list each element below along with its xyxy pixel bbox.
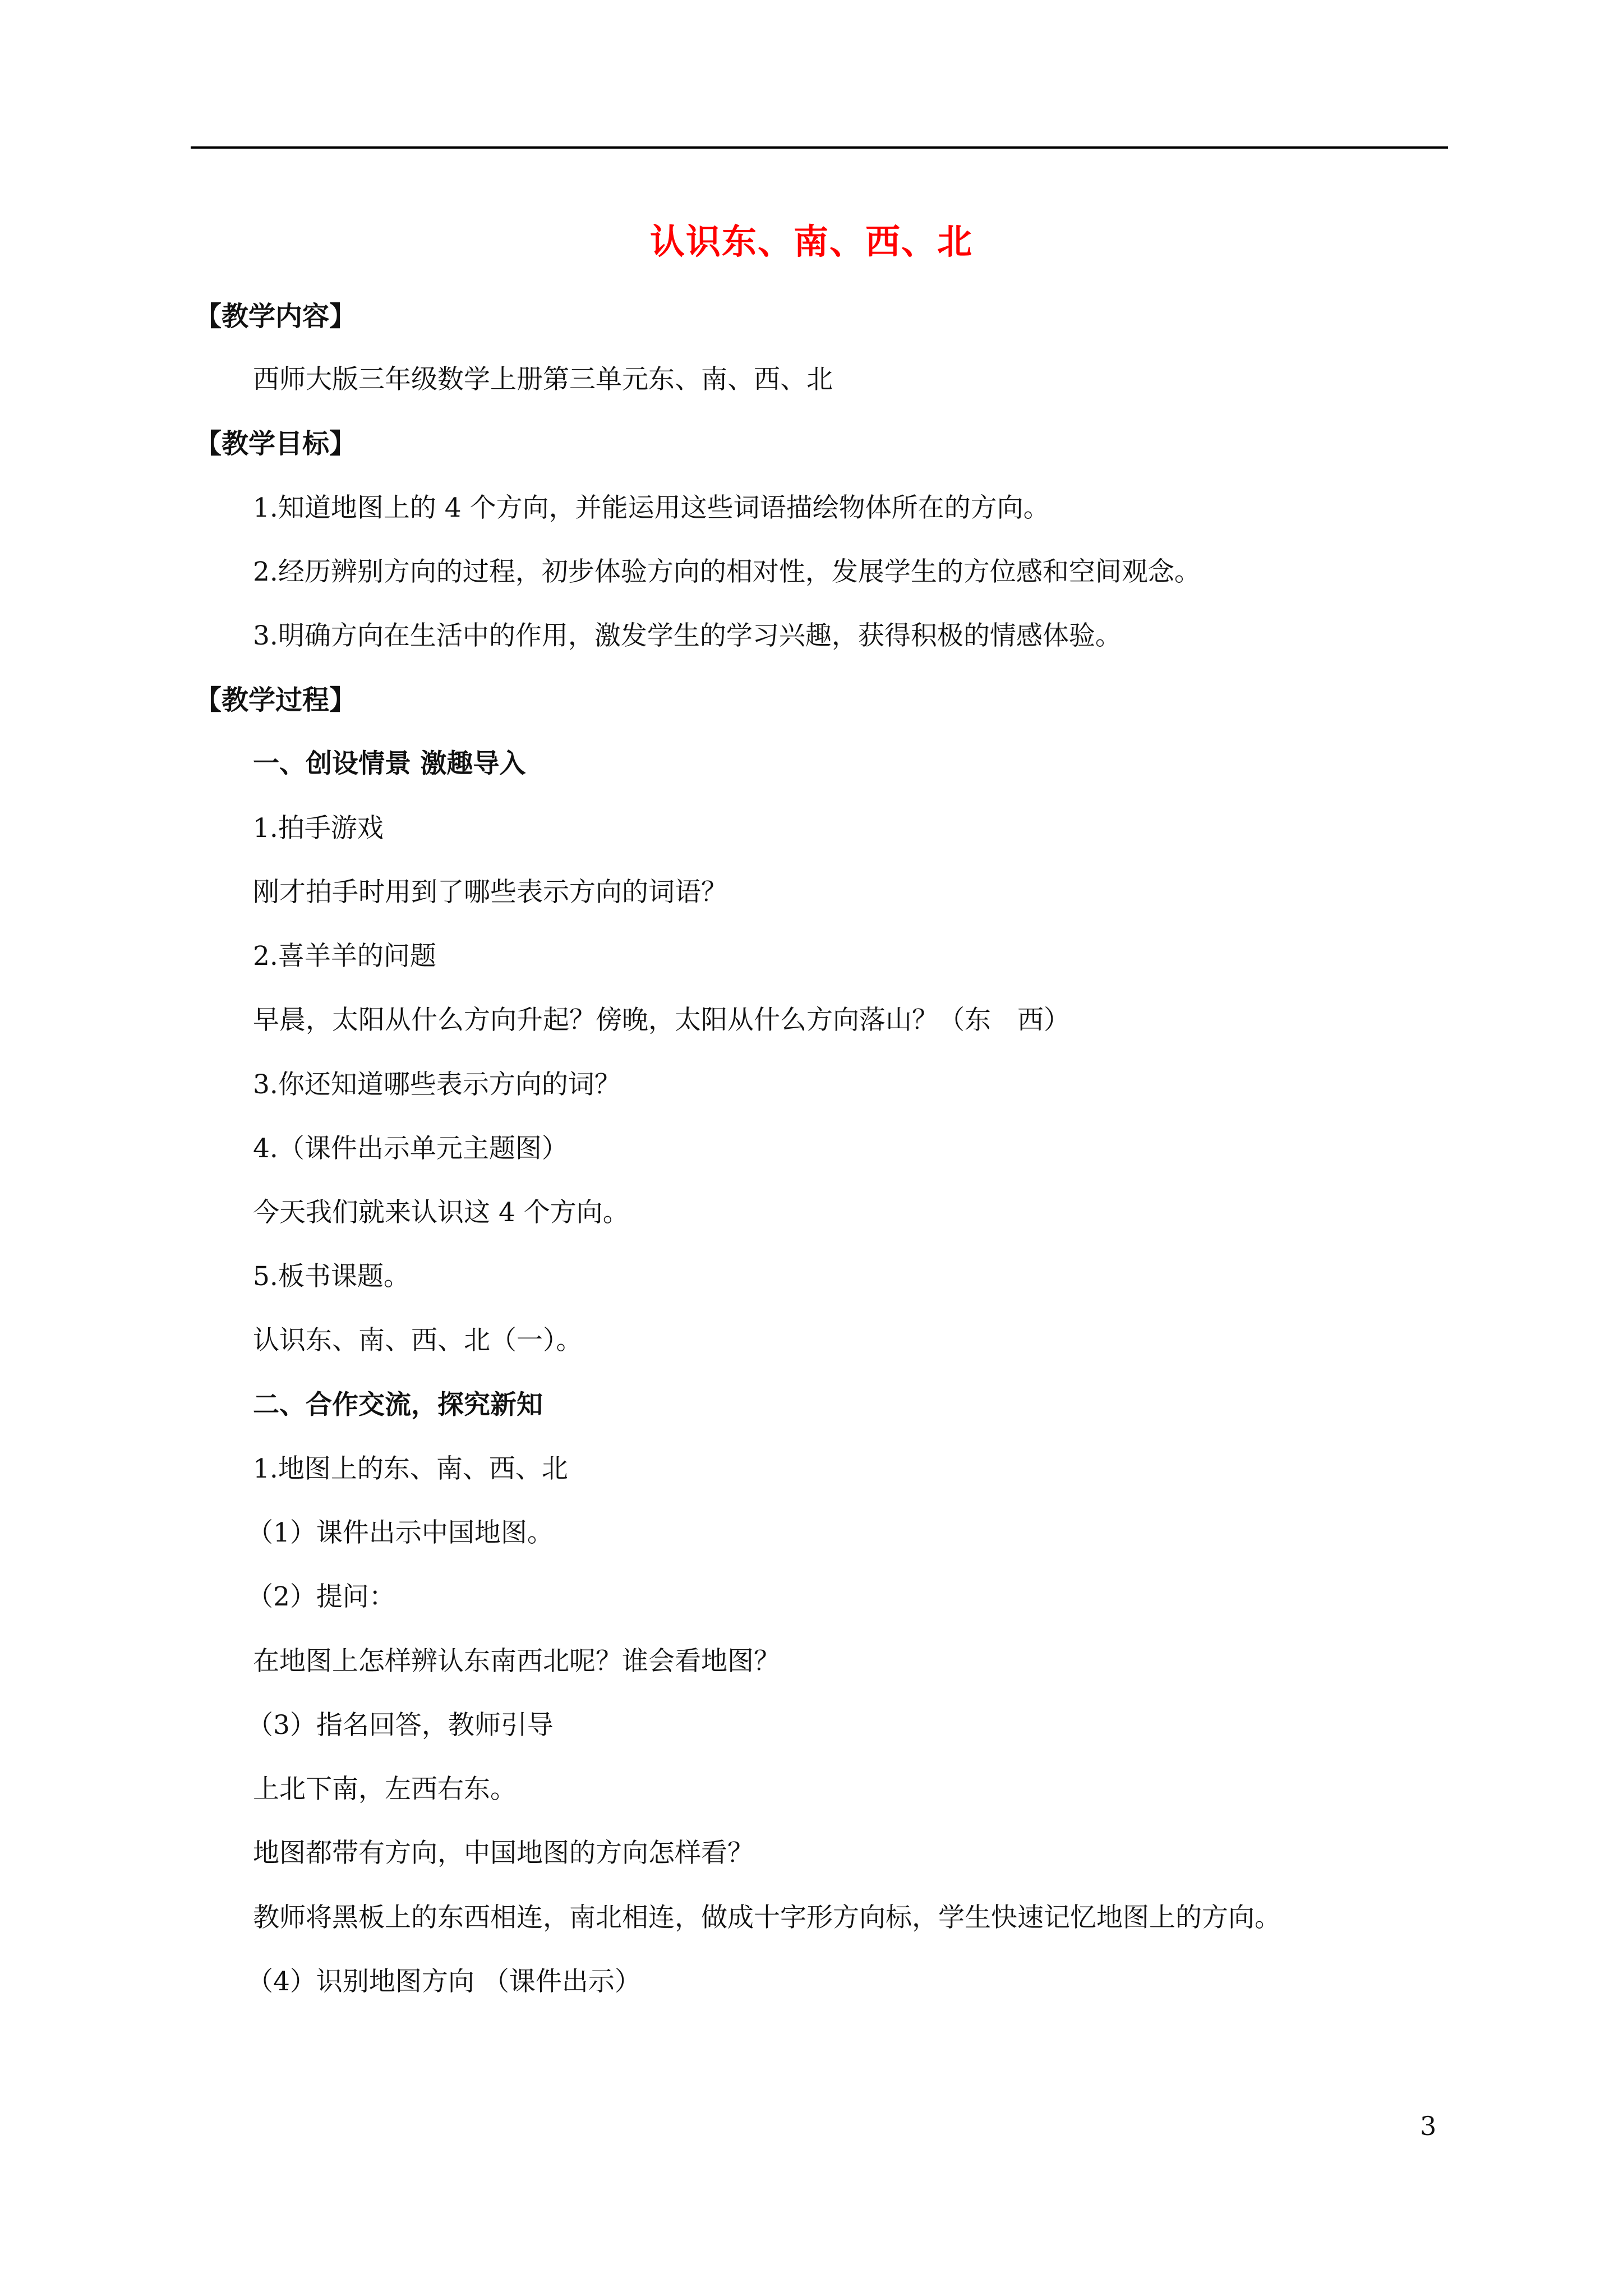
header-rule bbox=[191, 146, 1448, 149]
part1-line: 刚才拍手时用到了哪些表示方向的词语？ bbox=[253, 877, 727, 908]
document-title: 认识东、南、西、北 bbox=[649, 221, 973, 262]
part1-line: 今天我们就来认识这 4 个方向。 bbox=[253, 1197, 629, 1228]
goal-item: 3.明确方向在生活中的作用，激发学生的学习兴趣，获得积极的情感体验。 bbox=[253, 620, 1122, 651]
part2-line: （3）指名回答，教师引导 bbox=[247, 1710, 554, 1741]
part2-line: 1.地图上的东、南、西、北 bbox=[253, 1453, 568, 1484]
part2-line: 在地图上怎样辨认东南西北呢？谁会看地图？ bbox=[253, 1646, 780, 1677]
part1-line: 3.你还知道哪些表示方向的词？ bbox=[253, 1069, 621, 1100]
section-heading-process: 【教学过程】 bbox=[195, 684, 357, 716]
goal-item: 1.知道地图上的 4 个方向，并能运用这些词语描绘物体所在的方向。 bbox=[253, 493, 1050, 523]
part2-line: （4）识别地图方向 （课件出示） bbox=[247, 1966, 641, 1997]
part1-heading: 一、创设情景 激趣导入 bbox=[253, 748, 526, 779]
part2-line: （2）提问： bbox=[247, 1581, 395, 1612]
part2-line: （1）课件出示中国地图。 bbox=[247, 1517, 554, 1548]
section-heading-goals: 【教学目标】 bbox=[195, 428, 357, 459]
part2-heading: 二、合作交流，探究新知 bbox=[253, 1389, 543, 1420]
part2-line: 地图都带有方向，中国地图的方向怎样看？ bbox=[253, 1838, 754, 1869]
part1-line: 认识东、南、西、北（一）。 bbox=[253, 1325, 583, 1356]
part1-line: 早晨，太阳从什么方向升起？傍晚，太阳从什么方向落山？（东 西） bbox=[253, 1005, 1070, 1036]
part2-line: 教师将黑板上的东西相连，南北相连，做成十字形方向标，学生快速记忆地图上的方向。 bbox=[253, 1902, 1281, 1933]
content-text: 西师大版三年级数学上册第三单元东、南、西、北 bbox=[253, 364, 833, 395]
goal-item: 2.经历辨别方向的过程，初步体验方向的相对性，发展学生的方位感和空间观念。 bbox=[253, 556, 1201, 587]
part1-line: 1.拍手游戏 bbox=[253, 813, 384, 844]
section-heading-content: 【教学内容】 bbox=[195, 301, 357, 332]
part1-line: 4.（课件出示单元主题图） bbox=[253, 1133, 568, 1164]
part2-line: 上北下南，左西右东。 bbox=[253, 1774, 517, 1805]
part1-line: 5.板书课题。 bbox=[253, 1261, 410, 1292]
part1-line: 2.喜羊羊的问题 bbox=[253, 941, 436, 972]
page-number: 3 bbox=[1420, 2111, 1437, 2141]
